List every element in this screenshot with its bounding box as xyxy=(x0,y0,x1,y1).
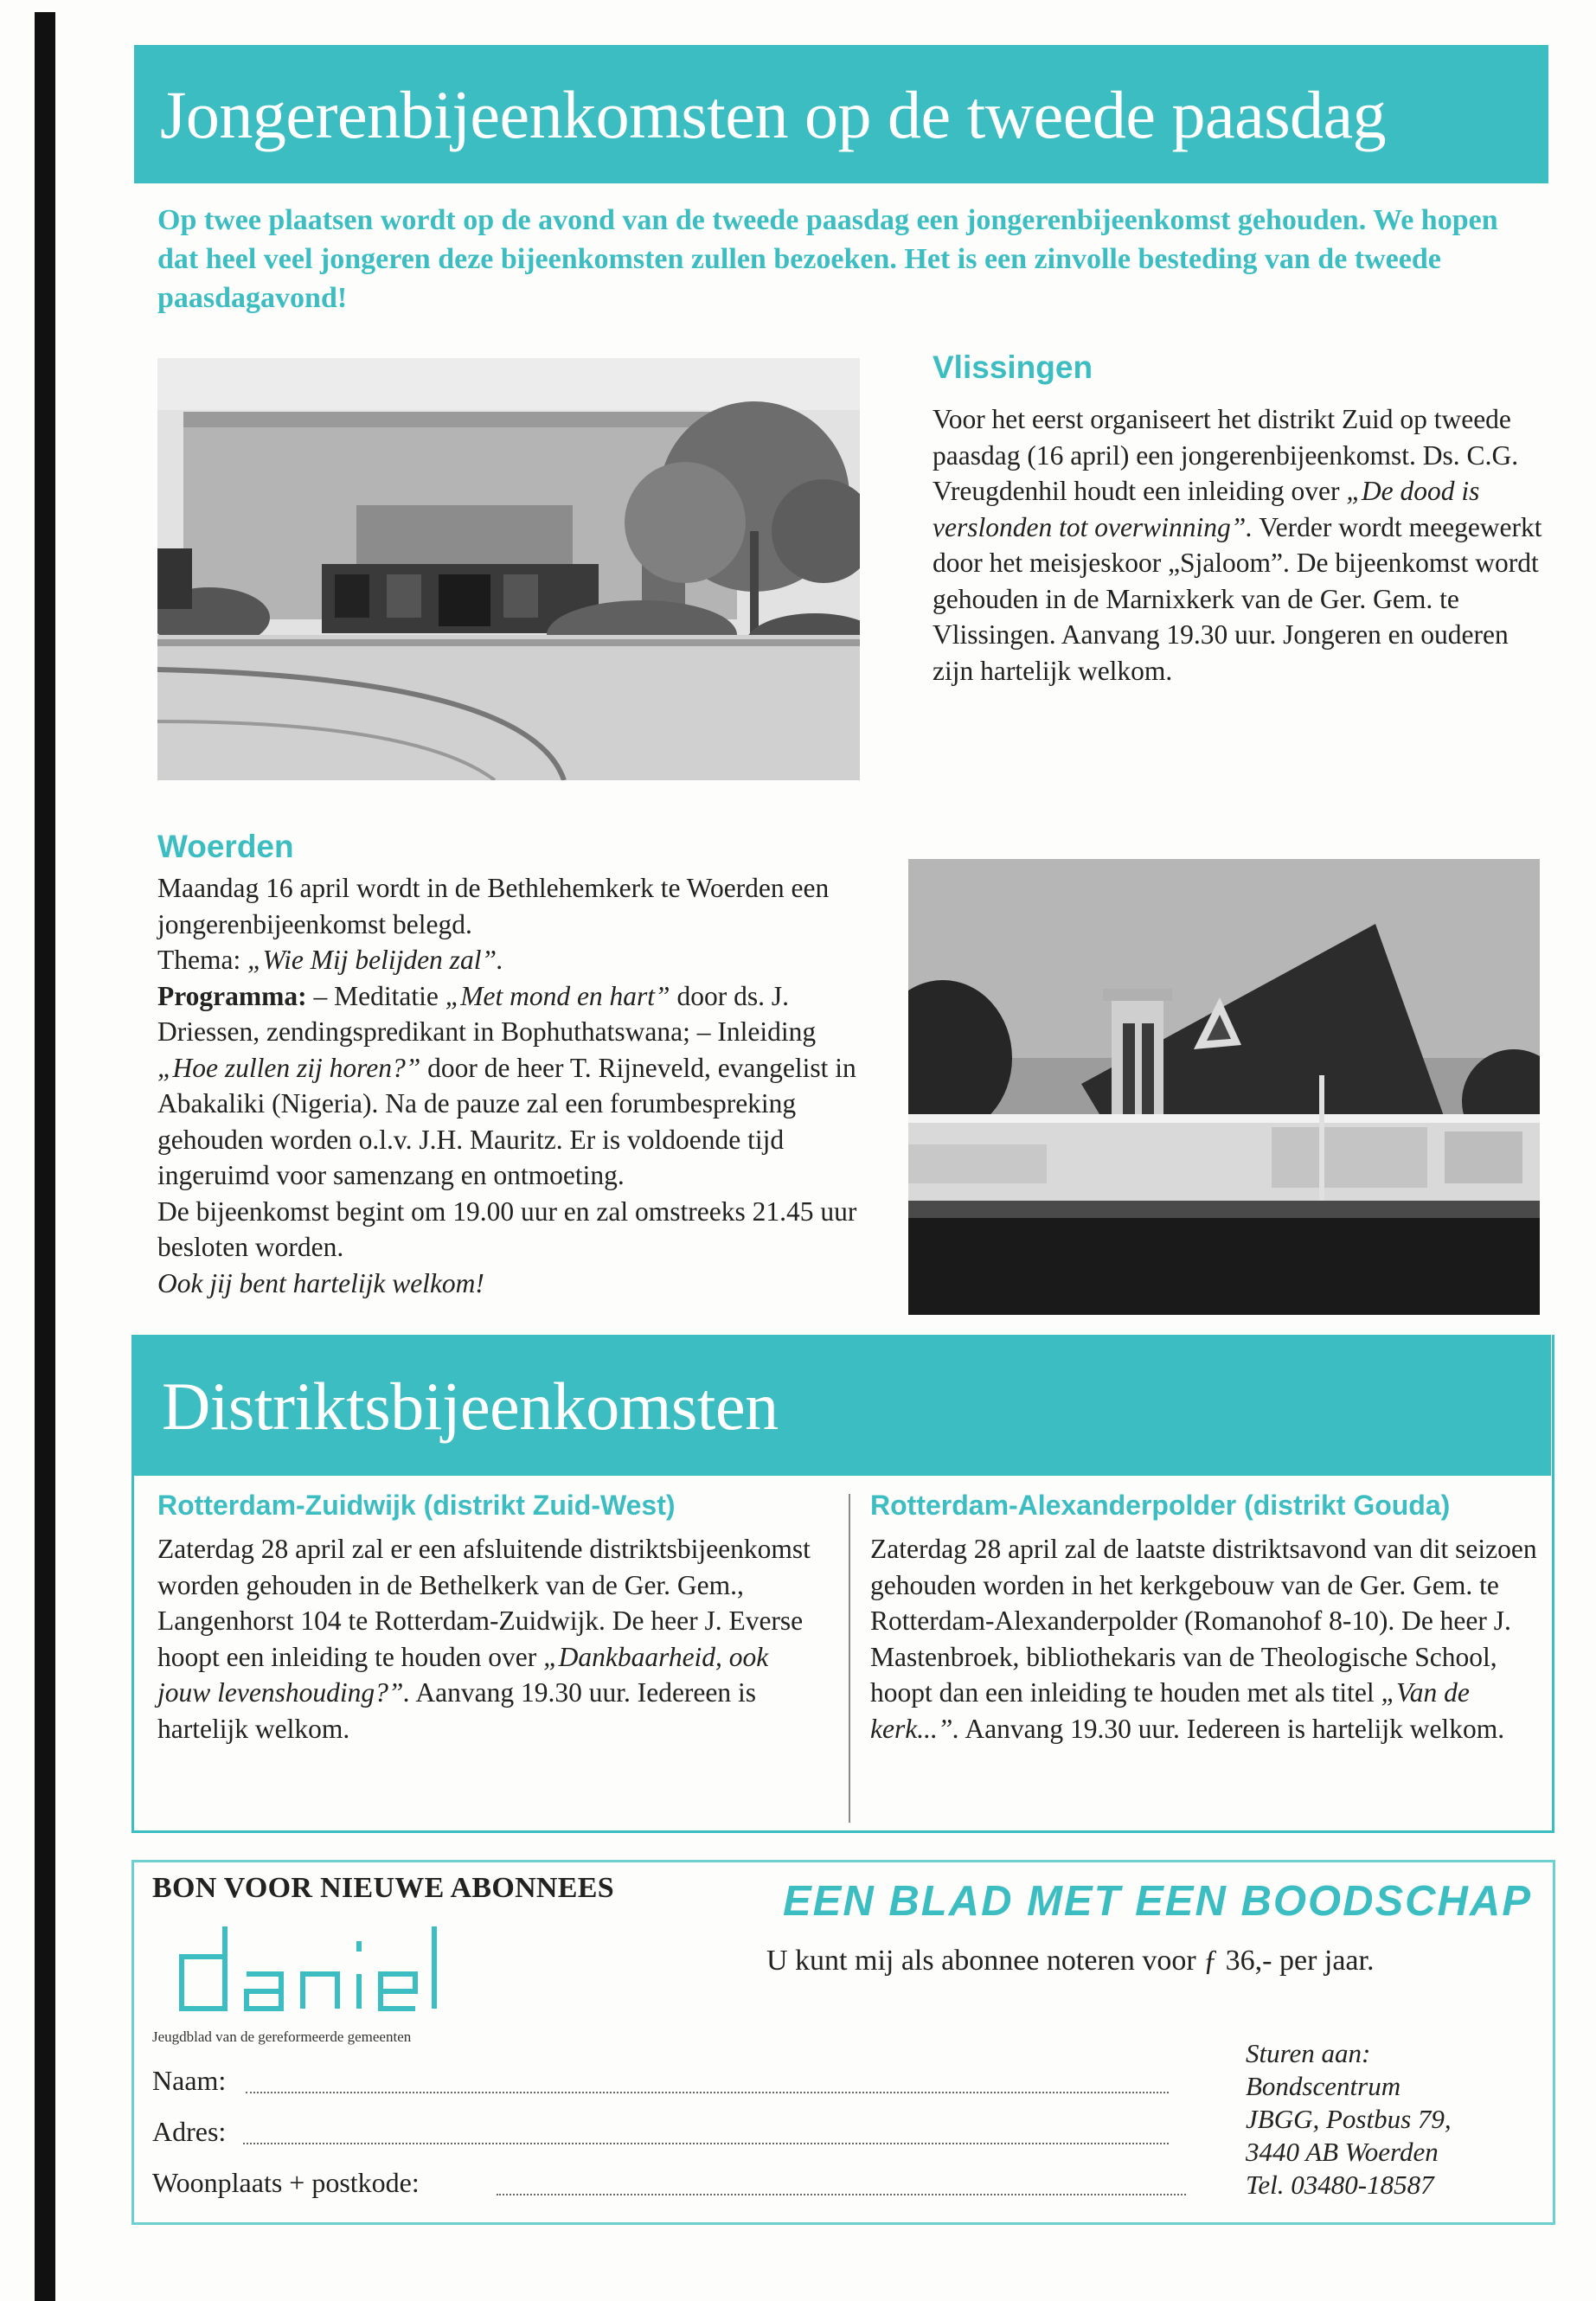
woerden-theme-label: Thema: xyxy=(157,945,248,975)
woerden-p2a: – Meditatie xyxy=(306,980,445,1011)
vlissingen-heading: Vlissingen xyxy=(933,349,1093,385)
rotterdam-zuidwijk-text xyxy=(157,1531,824,1747)
coupon-label: BON VOOR NIEUWE ABONNEES xyxy=(152,1872,614,1904)
woonplaats-row xyxy=(152,2164,1186,2202)
coupon-price-text: U kunt mij als abonnee noteren voor ƒ 36,- per jaar. xyxy=(766,1945,1375,1977)
woonplaats-label: Woonplaats + postkode: xyxy=(152,2167,420,2198)
send-to-line3: 3440 AB Woerden xyxy=(1246,2137,1439,2167)
rotterdam-alexanderpolder-heading: Rotterdam-Alexanderpolder (distrikt Gouda) xyxy=(870,1490,1451,1521)
daniel-logo-subtitle: Jeugdblad van de gereformeerde gemeenten xyxy=(152,2029,412,2045)
woerden-program-label: Programma: xyxy=(157,980,307,1011)
send-to-line2: JBGG, Postbus 79, xyxy=(1246,2104,1452,2134)
rotterdam-alexanderpolder-text xyxy=(870,1531,1541,1747)
header-band xyxy=(134,45,1548,183)
rotterdam-alexanderpolder-p1: Zaterdag 28 april zal de laatste distriktsavond van dit seizoen gehouden worden in het kerkgebouw van de Ger. Gem. te Rotterdam-Alexanderpolder (Romanohof 8-10). De heer J. Mastenbroek, bibliothekaris van de Theologische School, hoopt dan een inleiding te houden met als titel xyxy=(870,1534,1537,1708)
naam-field[interactable] xyxy=(246,2092,1169,2093)
bethlehemkerk-photo xyxy=(908,859,1540,1315)
send-to-line4: Tel. 03480-18587 xyxy=(1246,2170,1434,2200)
intro-paragraph: Op twee plaatsen wordt op de avond van de tweede paasdag een jongerenbijeenkomst gehouden. We hopen dat heel veel jongeren deze bijeenkomsten zullen bezoeken. Het is een zinvolle besteding van de tweede paasdagavond! xyxy=(157,204,1498,314)
send-to-line1: Bondscentrum xyxy=(1246,2071,1401,2101)
district-title: Distriktsbijeenkomsten xyxy=(162,1368,779,1444)
naam-row xyxy=(152,2062,1186,2100)
rotterdam-zuidwijk-theme: „Dankbaarheid, ook jouw levenshouding?”. xyxy=(157,1641,769,1708)
naam-label: Naam: xyxy=(152,2065,227,2096)
page-title: Jongerenbijeenkomsten op de tweede paasdag xyxy=(160,77,1387,152)
vlissingen-p2: Verder wordt meegewerkt door het meisjeskoor „Sjaloom”. De bijeenkomst wordt gehouden in de Marnixkerk van de Ger. Gem. te Vlissingen. Aanvang 19.30 uur. Jongeren en ouderen zijn hartelijk welkom. xyxy=(933,511,1542,686)
woerden-p2c: door de heer T. Rijneveld, evangelist in Abakaliki (Nigeria). Na de pauze zal een forumbespreking gehouden worden o.l.v. J.H. Mauritz. Er is voldoende tijd ingeruimd voor samenzang en ontmoeting. xyxy=(157,1052,856,1190)
woerden-text xyxy=(157,870,875,1301)
vlissingen-text xyxy=(933,401,1542,689)
woerden-p2b: door ds. J. Driessen, zendingspredikant in Bophuthatswana; – Inleiding xyxy=(157,980,817,1047)
rotterdam-zuidwijk-heading: Rotterdam-Zuidwijk (distrikt Zuid-West) xyxy=(157,1490,676,1521)
rotterdam-alexanderpolder-p2: Aanvang 19.30 uur. Iedereen is hartelijk welkom. xyxy=(959,1713,1505,1744)
column-divider xyxy=(849,1494,850,1823)
marnixkerk-photo xyxy=(157,358,860,780)
woerden-theme: „Wie Mij belijden zal”. xyxy=(247,945,503,975)
district-band xyxy=(132,1335,1551,1476)
send-to-label: Sturen aan: xyxy=(1246,2038,1371,2068)
rotterdam-alexanderpolder-theme: „Van de kerk...”. xyxy=(870,1677,1470,1744)
woerden-closing: Ook jij bent hartelijk welkom! xyxy=(157,1267,484,1298)
woonplaats-field[interactable] xyxy=(497,2194,1186,2195)
woerden-lecture: „Hoe zullen zij horen?” xyxy=(157,1052,421,1083)
adres-label: Adres: xyxy=(152,2116,227,2147)
woerden-meditation: „Met mond en hart” xyxy=(445,980,670,1011)
send-to-address xyxy=(1246,2037,1452,2202)
rotterdam-zuidwijk-p2: Aanvang 19.30 uur. Iedereen is hartelijk welkom. xyxy=(157,1677,757,1744)
woerden-p1: Maandag 16 april wordt in de Bethlehemkerk te Woerden een jongerenbijeenkomst belegd. xyxy=(157,873,830,939)
rotterdam-zuidwijk-p1: Zaterdag 28 april zal er een afsluitende distriktsbijeenkomst worden gehouden in de Bethelkerk van de Ger. Gem., Langenhorst 104 te Rotterdam-Zuidwijk. De heer J. Everse hoopt een inleiding te houden over xyxy=(157,1534,811,1672)
vlissingen-p1: Voor het eerst organiseert het distrikt Zuid op tweede paasdag (16 april) een jongerenbijeenkomst. Ds. C.G. Vreugdenhil houdt een inleiding over xyxy=(933,404,1519,506)
daniel-logo-icon xyxy=(164,1922,441,2022)
woerden-p3: De bijeenkomst begint om 19.00 uur en zal omstreeks 21.45 uur besloten worden. xyxy=(157,1195,857,1262)
bethlehemkerk-illustration xyxy=(908,859,1540,1315)
marnixkerk-illustration xyxy=(157,358,860,780)
vlissingen-theme: „De dood is verslonden tot overwinning”. xyxy=(933,476,1480,542)
woerden-heading: Woerden xyxy=(157,829,294,864)
adres-row xyxy=(152,2113,1186,2151)
daniel-logo xyxy=(164,1922,441,2022)
adres-field[interactable] xyxy=(243,2143,1169,2144)
coupon-slogan: EEN BLAD MET EEN BOODSCHAP xyxy=(783,1878,1533,1925)
page-edge-bar xyxy=(35,12,55,2301)
